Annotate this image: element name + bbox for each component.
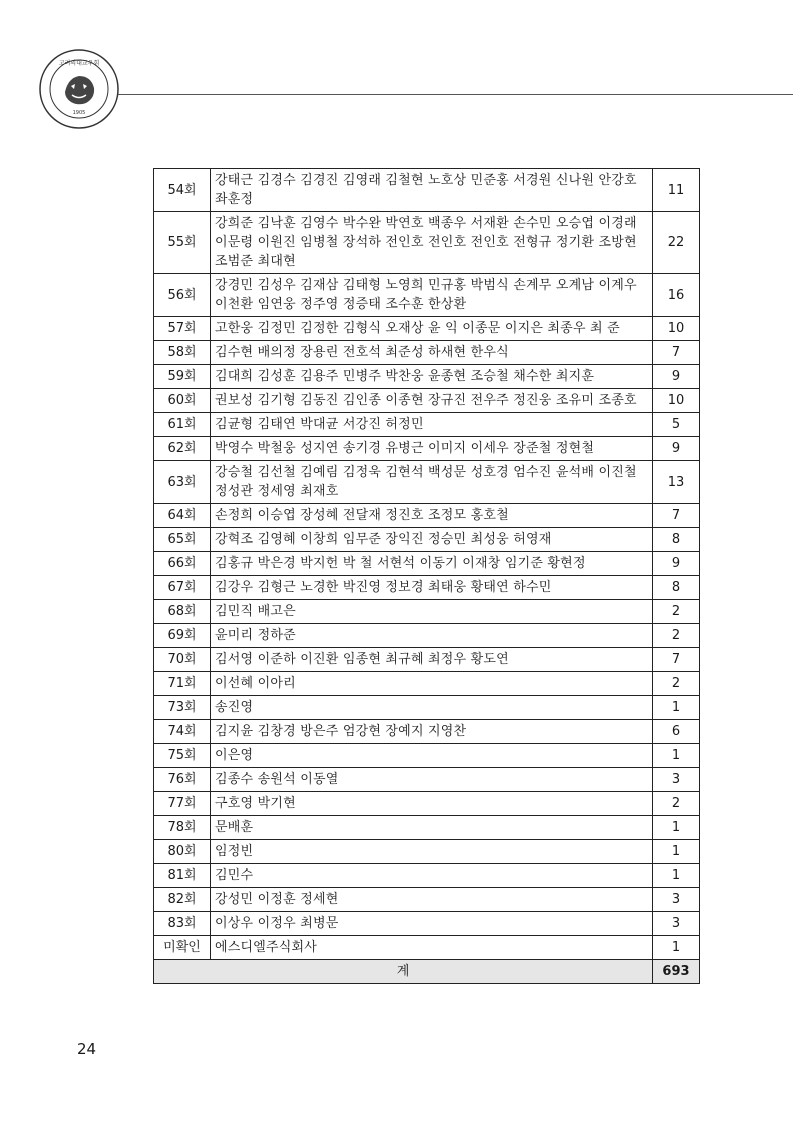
count-cell: 1 bbox=[653, 864, 700, 888]
names-cell: 김강우 김형근 노경한 박진영 정보경 최태웅 황태연 하수민 bbox=[211, 576, 653, 600]
names-cell: 윤미리 정하준 bbox=[211, 624, 653, 648]
class-year-cell: 82회 bbox=[154, 888, 211, 912]
table-row bbox=[154, 317, 700, 341]
names-cell: 김지윤 김창경 방은주 엄강현 장예지 지영찬 bbox=[211, 720, 653, 744]
donor-roster-table bbox=[153, 168, 700, 984]
seal-title: 고려의대교우회 bbox=[58, 60, 100, 67]
table-row bbox=[154, 720, 700, 744]
count-cell: 10 bbox=[653, 389, 700, 413]
count-cell: 1 bbox=[653, 696, 700, 720]
count-cell: 7 bbox=[653, 648, 700, 672]
names-cell: 김홍규 박은경 박지헌 박 철 서현석 이동기 이재창 임기준 황현정 bbox=[211, 552, 653, 576]
names-cell: 송진영 bbox=[211, 696, 653, 720]
class-year-cell: 67회 bbox=[154, 576, 211, 600]
count-cell: 11 bbox=[653, 169, 700, 212]
count-cell: 3 bbox=[653, 912, 700, 936]
names-cell: 김수현 배의정 장용린 전호석 최준성 하새현 한우식 bbox=[211, 341, 653, 365]
class-year-cell: 80회 bbox=[154, 840, 211, 864]
count-cell: 2 bbox=[653, 624, 700, 648]
table-row bbox=[154, 528, 700, 552]
count-cell: 22 bbox=[653, 212, 700, 274]
table-row bbox=[154, 624, 700, 648]
table-row bbox=[154, 840, 700, 864]
count-cell: 8 bbox=[653, 528, 700, 552]
table-row bbox=[154, 461, 700, 504]
count-cell: 2 bbox=[653, 672, 700, 696]
class-year-cell: 64회 bbox=[154, 504, 211, 528]
count-cell: 7 bbox=[653, 504, 700, 528]
table-row bbox=[154, 212, 700, 274]
table-row bbox=[154, 341, 700, 365]
class-year-cell: 54회 bbox=[154, 169, 211, 212]
college-seal-logo bbox=[38, 48, 120, 130]
class-year-cell: 74회 bbox=[154, 720, 211, 744]
count-cell: 3 bbox=[653, 768, 700, 792]
class-year-cell: 76회 bbox=[154, 768, 211, 792]
count-cell: 1 bbox=[653, 840, 700, 864]
total-row bbox=[154, 960, 700, 984]
count-cell: 16 bbox=[653, 274, 700, 317]
names-cell: 김서영 이준하 이진환 임종현 최규혜 최정우 황도연 bbox=[211, 648, 653, 672]
names-cell: 김민수 bbox=[211, 864, 653, 888]
count-cell: 2 bbox=[653, 600, 700, 624]
names-cell: 강혁조 김영혜 이창희 임무준 장익진 정승민 최성웅 허영재 bbox=[211, 528, 653, 552]
roster-body bbox=[154, 169, 700, 984]
count-cell: 3 bbox=[653, 888, 700, 912]
names-cell: 손정희 이승엽 장성혜 전달재 정진호 조정모 홍호철 bbox=[211, 504, 653, 528]
count-cell: 7 bbox=[653, 341, 700, 365]
names-cell: 김균형 김태연 박대균 서강진 허정민 bbox=[211, 413, 653, 437]
count-cell: 6 bbox=[653, 720, 700, 744]
count-cell: 1 bbox=[653, 936, 700, 960]
table-row bbox=[154, 437, 700, 461]
table-row bbox=[154, 672, 700, 696]
class-year-cell: 83회 bbox=[154, 912, 211, 936]
table-row bbox=[154, 648, 700, 672]
class-year-cell: 56회 bbox=[154, 274, 211, 317]
table-row bbox=[154, 696, 700, 720]
count-cell: 13 bbox=[653, 461, 700, 504]
table-row bbox=[154, 504, 700, 528]
names-cell: 에스디엘주식회사 bbox=[211, 936, 653, 960]
header-divider bbox=[118, 94, 793, 95]
count-cell: 8 bbox=[653, 576, 700, 600]
table-row bbox=[154, 552, 700, 576]
names-cell: 이선혜 이아리 bbox=[211, 672, 653, 696]
count-cell: 9 bbox=[653, 365, 700, 389]
class-year-cell: 66회 bbox=[154, 552, 211, 576]
count-cell: 9 bbox=[653, 437, 700, 461]
names-cell: 문배훈 bbox=[211, 816, 653, 840]
table-row bbox=[154, 816, 700, 840]
names-cell: 김종수 송원석 이동열 bbox=[211, 768, 653, 792]
class-year-cell: 60회 bbox=[154, 389, 211, 413]
class-year-cell: 미확인 bbox=[154, 936, 211, 960]
table-row bbox=[154, 389, 700, 413]
class-year-cell: 77회 bbox=[154, 792, 211, 816]
count-cell: 2 bbox=[653, 792, 700, 816]
table-row bbox=[154, 413, 700, 437]
class-year-cell: 70회 bbox=[154, 648, 211, 672]
page-number: 24 bbox=[77, 1040, 97, 1058]
names-cell: 강성민 이정훈 정세현 bbox=[211, 888, 653, 912]
class-year-cell: 55회 bbox=[154, 212, 211, 274]
count-cell: 1 bbox=[653, 816, 700, 840]
table-row bbox=[154, 864, 700, 888]
names-cell: 이은영 bbox=[211, 744, 653, 768]
count-cell: 5 bbox=[653, 413, 700, 437]
names-cell: 김대희 김성훈 김용주 민병주 박찬웅 윤종현 조승철 채수한 최지훈 bbox=[211, 365, 653, 389]
names-cell: 강승철 김선철 김예림 김정욱 김현석 백성문 성호경 엄수진 윤석배 이진철 정성관 정세영 최재호 bbox=[211, 461, 653, 504]
table-row bbox=[154, 576, 700, 600]
class-year-cell: 81회 bbox=[154, 864, 211, 888]
table-row bbox=[154, 912, 700, 936]
class-year-cell: 65회 bbox=[154, 528, 211, 552]
seal-year: 1905 bbox=[72, 110, 86, 116]
table-row bbox=[154, 888, 700, 912]
count-cell: 1 bbox=[653, 744, 700, 768]
class-year-cell: 71회 bbox=[154, 672, 211, 696]
names-cell: 박영수 박철웅 성지연 송기경 유병근 이미지 이세우 장준철 정현철 bbox=[211, 437, 653, 461]
class-year-cell: 63회 bbox=[154, 461, 211, 504]
names-cell: 강태근 김경수 김경진 김영래 김철현 노호상 민준홍 서경원 신나원 안강호 좌훈정 bbox=[211, 169, 653, 212]
names-cell: 김민직 배고은 bbox=[211, 600, 653, 624]
table-row bbox=[154, 274, 700, 317]
names-cell: 구호영 박기현 bbox=[211, 792, 653, 816]
names-cell: 고한웅 김정민 김정한 김형식 오재상 윤 익 이종문 이지은 최종우 최 준 bbox=[211, 317, 653, 341]
class-year-cell: 57회 bbox=[154, 317, 211, 341]
count-cell: 10 bbox=[653, 317, 700, 341]
names-cell: 임정빈 bbox=[211, 840, 653, 864]
names-cell: 강경민 김성우 김재삼 김태형 노영희 민규홍 박범식 손계무 오계남 이계우 이천환 임연웅 정주영 정증태 조수훈 한상환 bbox=[211, 274, 653, 317]
class-year-cell: 78회 bbox=[154, 816, 211, 840]
total-label: 계 bbox=[154, 960, 653, 984]
table-row bbox=[154, 768, 700, 792]
names-cell: 이상우 이정우 최병문 bbox=[211, 912, 653, 936]
table-row bbox=[154, 169, 700, 212]
class-year-cell: 68회 bbox=[154, 600, 211, 624]
class-year-cell: 58회 bbox=[154, 341, 211, 365]
class-year-cell: 69회 bbox=[154, 624, 211, 648]
table-row bbox=[154, 936, 700, 960]
class-year-cell: 59회 bbox=[154, 365, 211, 389]
table-row bbox=[154, 600, 700, 624]
table-row bbox=[154, 744, 700, 768]
class-year-cell: 75회 bbox=[154, 744, 211, 768]
names-cell: 강희준 김낙훈 김영수 박수완 박연호 백종우 서재환 손수민 오승엽 이경래 이문령 이원진 임병철 장석하 전인호 전인호 전인호 전형규 정기환 조방현 조범준 최대현 bbox=[211, 212, 653, 274]
names-cell: 권보성 김기형 김동진 김인종 이종현 장규진 전우주 정진웅 조유미 조종호 bbox=[211, 389, 653, 413]
count-cell: 9 bbox=[653, 552, 700, 576]
table-row bbox=[154, 365, 700, 389]
table-row bbox=[154, 792, 700, 816]
class-year-cell: 61회 bbox=[154, 413, 211, 437]
total-value: 693 bbox=[653, 960, 700, 984]
class-year-cell: 62회 bbox=[154, 437, 211, 461]
class-year-cell: 73회 bbox=[154, 696, 211, 720]
